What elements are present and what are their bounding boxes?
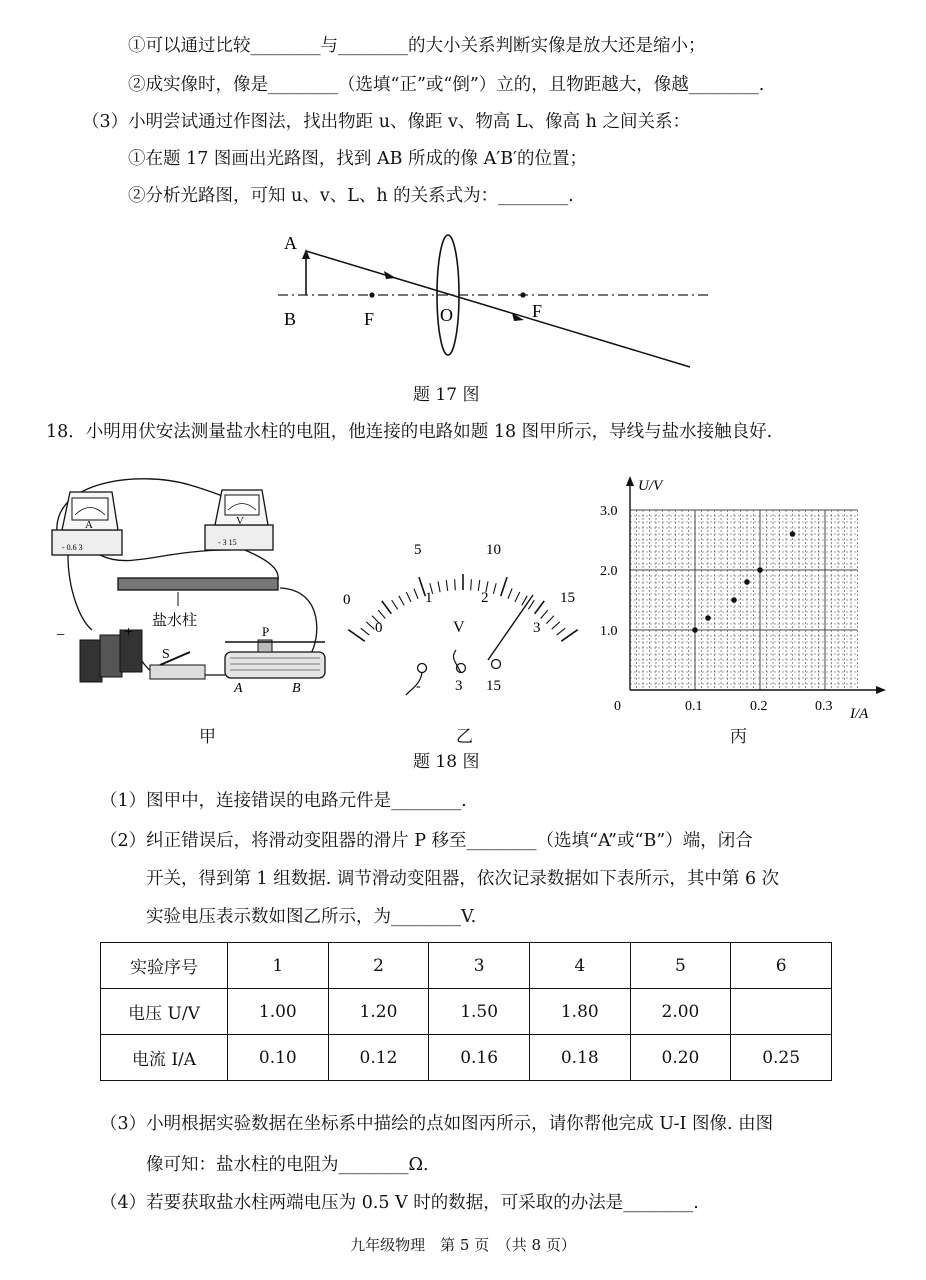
dial-tick	[348, 630, 364, 641]
table-cell: 0.10	[228, 1035, 329, 1081]
dial-tick	[493, 583, 496, 594]
salt-column-label: 盐水柱	[152, 613, 198, 629]
battery-plus: +	[124, 624, 134, 641]
label-A: A	[284, 233, 297, 253]
fig18-ui-chart	[600, 470, 900, 720]
salt-water-column	[118, 578, 278, 590]
terminal-label-3: 3	[455, 678, 463, 694]
dial-tick	[378, 610, 385, 618]
dial-tick	[438, 581, 440, 592]
table-cell: 4	[529, 943, 630, 989]
dial-tick	[546, 616, 554, 624]
table-row-current	[101, 1035, 832, 1081]
fig17-diagram	[270, 225, 720, 385]
q17-part3-1: ①在题 17 图画出光路图，找到 AB 所成的像 A′B′的位置；	[128, 149, 588, 169]
scale-bottom-0: 0	[375, 620, 383, 636]
scale-top-10: 10	[486, 542, 501, 558]
table-cell: 0.20	[630, 1035, 731, 1081]
fig17-caption: 题 17 图	[413, 385, 480, 405]
ray-arrow-1	[384, 271, 396, 279]
q17-part3-2: ②分析光路图，可知 u、v、L、h 的关系式为：________.	[128, 186, 574, 206]
data-point	[731, 597, 737, 603]
dial-tick	[478, 580, 479, 591]
q18-part2-line3: 实验电压表示数如图乙所示，为________V.	[146, 907, 477, 927]
dial-tick	[414, 589, 418, 599]
terminal-15	[492, 660, 501, 669]
object-arrow-head	[302, 249, 310, 259]
dial-tick	[455, 579, 456, 590]
rheostat	[225, 624, 325, 696]
x-tick-label: 0.1	[685, 699, 703, 714]
terminal-label-minus: -	[416, 679, 421, 694]
table-cell: 5	[630, 943, 731, 989]
scale-top-0: 0	[343, 592, 351, 608]
dial-tick	[552, 622, 560, 629]
label-F-right: F	[532, 301, 543, 321]
table-cell-label: 电流 I/A	[101, 1035, 228, 1081]
ammeter-terminals: - 0.6 3	[62, 543, 83, 552]
terminal-label-15: 15	[486, 678, 501, 694]
caption-yi: 乙	[456, 727, 473, 747]
scale-bottom-2: 2	[481, 590, 489, 606]
table-cell: 0.16	[429, 1035, 530, 1081]
scale-bottom-1: 1	[425, 590, 433, 606]
page-footer: 九年级物理 第 5 页 （共 8 页）	[350, 1236, 576, 1254]
q18-part3-line1: （3）小明根据实验数据在坐标系中描绘的点如图丙所示，请你帮他完成 U-I 图像. 由图	[100, 1114, 774, 1134]
table-row-header	[101, 943, 832, 989]
table-cell: 3	[429, 943, 530, 989]
dial-tick	[515, 592, 520, 602]
focal-point-left	[369, 292, 374, 297]
focal-point-right	[520, 292, 525, 297]
terminal-minus	[418, 664, 427, 673]
data-table	[100, 942, 832, 1081]
dial-tick	[366, 622, 374, 629]
dial-tick	[399, 596, 404, 606]
table-cell: 2	[328, 943, 429, 989]
caption-bing: 丙	[730, 727, 747, 747]
dial-tick	[471, 579, 472, 590]
q18-part3-line2: 像可知：盐水柱的电阻为________Ω.	[146, 1155, 429, 1175]
table-cell-label: 电压 U/V	[101, 989, 228, 1035]
table-cell: 6	[731, 943, 832, 989]
x-axis-arrow	[876, 686, 886, 694]
scale-bottom-3: 3	[533, 620, 541, 636]
fig18-caption: 题 18 图	[413, 752, 480, 772]
label-F-left: F	[364, 309, 375, 329]
chart-grid	[630, 510, 858, 690]
dial-tick	[392, 600, 398, 609]
data-point	[705, 615, 711, 621]
ammeter	[52, 492, 122, 555]
dial-unit: V	[453, 619, 465, 636]
switch-label: S	[162, 647, 170, 662]
dial-tick	[406, 592, 411, 602]
q17-part3: （3）小明尝试通过作图法，找出物距 u、像距 v、物高 L、像高 h 之间关系：	[82, 112, 690, 132]
chart-axes	[626, 476, 886, 694]
table-cell: 实验序号	[101, 943, 228, 989]
dial-needle	[488, 595, 533, 660]
y-tick-label: 2.0	[600, 564, 618, 579]
q18-part4: （4）若要获取盐水柱两端电压为 0.5 V 时的数据，可采取的办法是________.	[100, 1193, 699, 1213]
table-cell-blank	[731, 989, 832, 1035]
dial-tick	[361, 628, 370, 635]
wire-voltmeter-salt	[240, 548, 278, 580]
x-tick-label: 0	[614, 699, 621, 714]
data-point	[757, 567, 763, 573]
label-O: O	[440, 305, 453, 325]
table-cell: 1.20	[328, 989, 429, 1035]
dial-tick	[501, 577, 507, 596]
q18-part2-line2: 开关，得到第 1 组数据. 调节滑动变阻器，依次记录数据如下表所示，其中第 6 次	[146, 869, 780, 889]
table-cell: 1	[228, 943, 329, 989]
y-tick-label: 3.0	[600, 504, 618, 519]
dial-tick	[508, 589, 512, 599]
voltmeter	[205, 490, 273, 550]
switch-s	[150, 647, 205, 679]
fig18-voltmeter-dial	[338, 540, 588, 700]
q17-line-2: ②成实像时，像是________（选填“正”或“倒”）立的，且物距越大，像越________.	[128, 75, 765, 95]
x-tick-label: 0.2	[750, 699, 768, 714]
voltmeter-terminals: - 3 15	[218, 538, 237, 547]
label-B: B	[284, 309, 297, 329]
x-axis-label: I/A	[850, 706, 869, 720]
y-tick-label: 1.0	[600, 624, 618, 639]
table-cell: 0.25	[731, 1035, 832, 1081]
data-point	[744, 579, 750, 585]
table-row-voltage	[101, 989, 832, 1035]
data-point	[790, 531, 796, 537]
dial-tick	[557, 628, 566, 635]
table-cell: 0.12	[328, 1035, 429, 1081]
table-cell: 1.50	[429, 989, 530, 1035]
rheo-label-B: B	[292, 681, 301, 696]
q18-stem: 18．小明用伏安法测量盐水柱的电阻，他连接的电路如题 18 图甲所示，导线与盐水接触良好.	[46, 422, 773, 442]
ammeter-label: A	[85, 519, 93, 531]
slider-label: P	[262, 624, 270, 639]
battery-minus: −	[56, 627, 66, 644]
dial-tick	[541, 610, 548, 618]
data-point	[692, 627, 698, 633]
scale-top-15: 15	[560, 590, 575, 606]
dial-tick	[535, 601, 545, 614]
dial-tick	[382, 601, 392, 614]
fig18-circuit	[40, 470, 350, 700]
caption-jia: 甲	[199, 727, 216, 747]
x-tick-label: 0.3	[815, 699, 833, 714]
wire-ammeter-battery	[68, 555, 92, 630]
table-cell: 1.00	[228, 989, 329, 1035]
q17-line-1: ①可以通过比较________与________的大小关系判断实像是放大还是缩小；	[128, 36, 706, 56]
scale-top-5: 5	[414, 542, 422, 558]
table-cell: 0.18	[529, 1035, 630, 1081]
rheo-label-A: A	[234, 681, 243, 696]
wire-salt-rheo	[280, 588, 317, 655]
y-axis-label: U/V	[638, 478, 663, 494]
y-axis-arrow	[626, 476, 634, 486]
battery-pack	[56, 624, 142, 682]
q18-part1: （1）图甲中，连接错误的电路元件是________.	[100, 791, 467, 811]
voltmeter-label: V	[236, 515, 244, 527]
dial-tick	[561, 630, 577, 641]
q18-part2-line1: （2）纠正错误后，将滑动变阻器的滑片 P 移至________（选填“A”或“B”）端，闭合	[100, 831, 753, 851]
table-cell: 1.80	[529, 989, 630, 1035]
table-cell: 2.00	[630, 989, 731, 1035]
dial-tick	[446, 580, 447, 591]
